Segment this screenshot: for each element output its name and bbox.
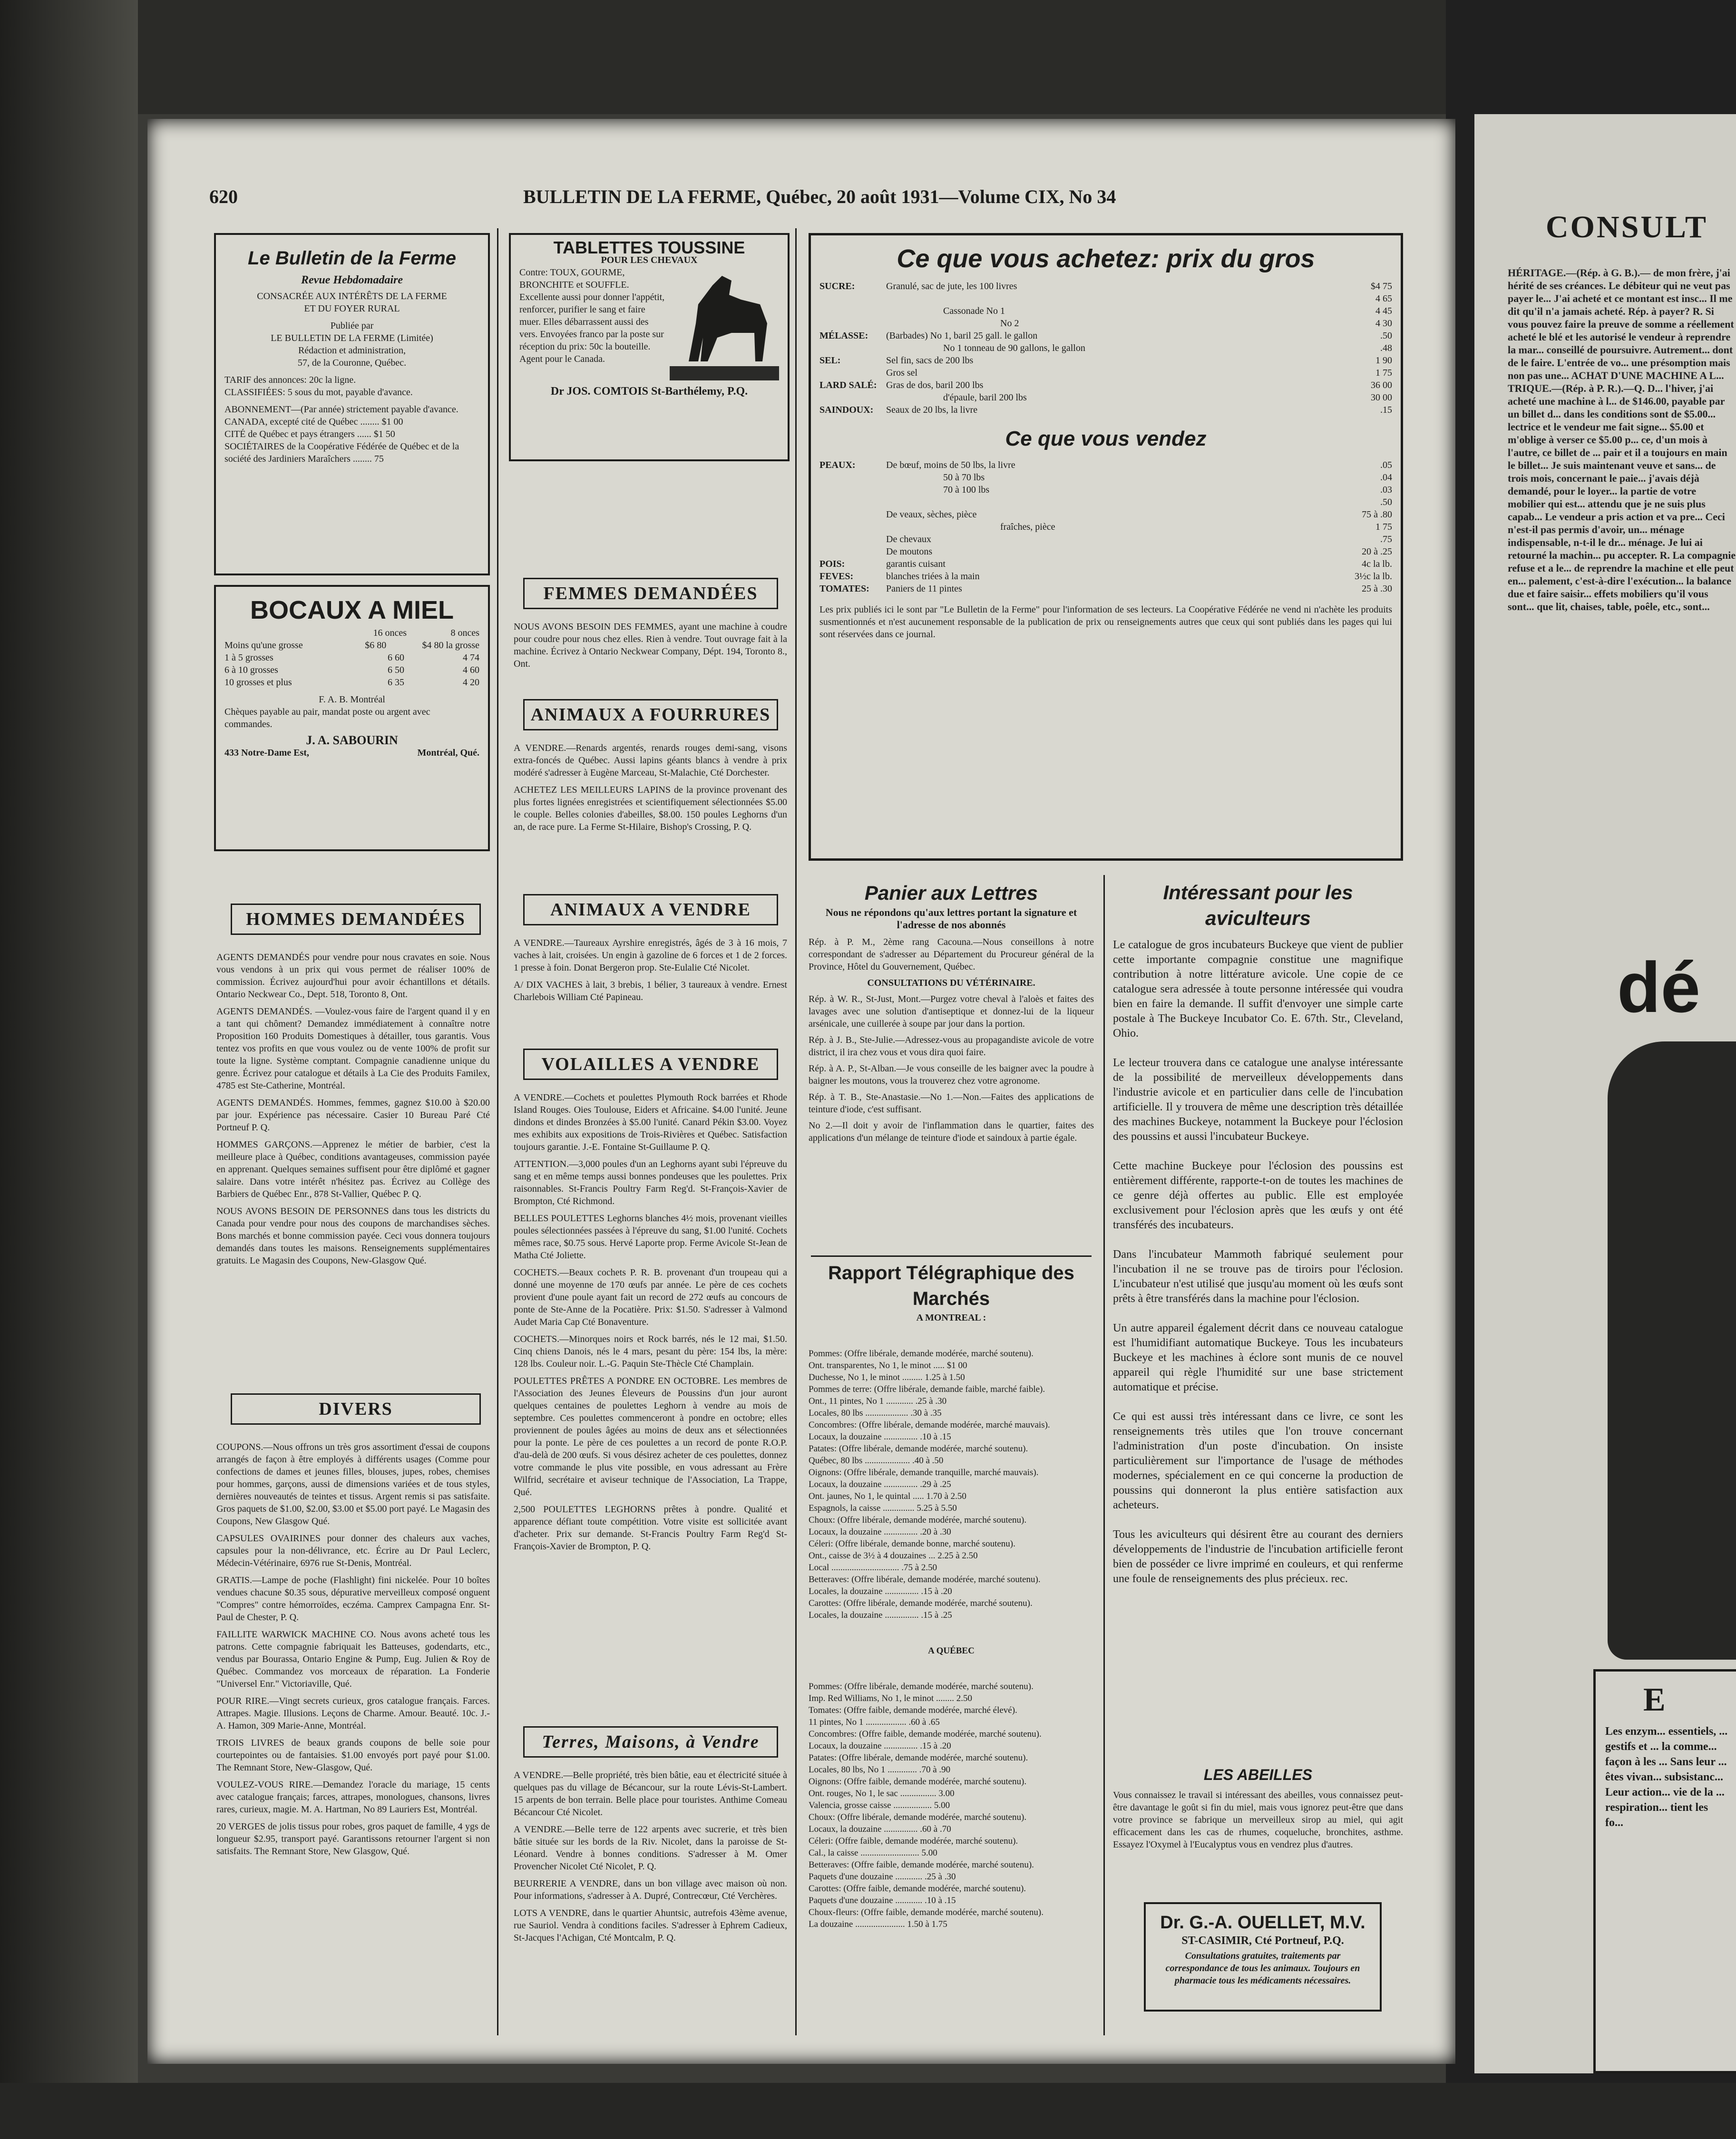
masthead-line: ABONNEMENT—(Par année) strictement payable d'avance. [224,404,458,415]
masthead-line: Rédaction et administration, [298,345,406,356]
market-line: Paquets d'une douzaine ............ .25 à .30 [809,1872,956,1882]
adjacent-page [1474,114,1736,2073]
divers-ads [216,1441,490,1862]
market-line: Locales, la douzaine ............... .15 à .20 [809,1586,952,1596]
market-line: Céleri: (Offre faible, demande modérée, marché soutenu). [809,1836,1018,1846]
toussine-body: Contre: TOUX, GOURME, BRONCHITE et SOUFFLE. Excellente aussi pour donner l'appétit, renforcer, purifier le sang et faire muer. Elles débarrassent aussi des vers. Envoyées franco par la poste sur réception du prix: 50c la bouteille. Agent pour le Canada. [519,267,665,364]
market-line: Concombres: (Offre faible, demande modérée, marché soutenu). [809,1729,1042,1739]
market-line: Choux-fleurs: (Offre faible, demande modérée, marché soutenu). [809,1907,1044,1917]
market-line: Québec, 80 lbs .................... .40 à .50 [809,1456,944,1466]
terres-ads [514,1769,787,1944]
market-line: Locaux, la douzaine ............... .60 à .70 [809,1824,951,1834]
masthead-line: CANADA, excepté cité de Québec ........ $1 00 [224,417,403,427]
section-heading-terres: Terres, Maisons, à Vendre [523,1726,778,1758]
market-line: Ont. rouges, No 1, le sac ................ 3.00 [809,1789,955,1799]
hommes-ads [216,951,490,1272]
page-number: 620 [209,186,238,207]
section-rule [811,1255,1092,1257]
market-line: Choux: (Offre libérale, demande modérée, marché soutenu). [809,1515,1027,1525]
toussine-subtitle: POUR LES CHEVAUX [601,255,698,265]
price-row: SEL: Sel fin, sacs de 200 lbs 1 90 [819,355,1392,366]
market-line: Locaux, la douzaine ............... .29 à .25 [809,1479,951,1489]
aviculteurs-title: Intéressant pour les aviculteurs [1163,881,1353,929]
scan-border-left [0,0,138,2139]
bocaux-address: 433 Notre-Dame Est, [224,748,309,758]
adjacent-text: HÉRITAGE.—(Rép. à G. B.).— de mon frère, j'ai hérité de ses créances. Le débiteur qui ne veut pas payer le... J'ai acheté et ce montant est insc... Il me dit qu'il n'a jamais acheté. Rép. à payer? R. Si vous pouvez faire la preuve de somme a réellement acheté le blé et les autorisé le vendeur à reprendre la mar... conseillé de poursuivre. Autrement... dont de le faire. L'entrée de vo... une présomption mais non pas une... ACHAT D'UNE MACHINE A L... TRIQUE.—(Rép. à P. R.).—Q. D... l'hiver, j'ai acheté une machine à l... de $146.00, payable par un billet d... dans les conditions sont de $5.00... lectrice et le vendeur me fait signe... $5.00 et m'oblige à verser ce $5.00 p... ce, d'un mois à l'autre, ce billet de ... pair et il a toujours en main le billet... Je suis maintenant veuve et sans... de trois mois, concernant le paie... j'avais déjà demandé, pour le loyer... la partie de votre mobilier qui est... attendu que je ne suis plus capab... Le vendeur a pris action et va pre... Ceci n'est-il pas permis d'avoir, un... ménage indispensable, n-t-il le dr... ménage. Je lui ai retourné la machin... pu accepter. R. La compagnie refuse et a le... de reprendre la machine et elle peut en... palement, c'est-à-dire l'exécution... la balance due et faire saisir... effets mobiliers qu'il vous sont... que lit, chaises, table, poêle, etc., sont... [1508,267,1736,613]
masthead-line: LE BULLETIN DE LA FERME (Limitée) [271,333,433,343]
market-line: Pommes: (Offre libérale, demande modérée, marché soutenu). [809,1349,1034,1359]
classified-ad: FAILLITE WARWICK MACHINE CO. Nous avons acheté tous les patrons. Cette compagnie fabriquait les Batteuses, godendarts, etc., vendus par Bourassa, Ontario Engine & Pump, Eug. Julien & Roy de Québec. Commandez vos morceaux de réparation. La Fonderie "Universel Enr." Victoriaville, Qué. [216,1629,490,1689]
market-line: Imp. Red Williams, No 1, le minot ........ 2.50 [809,1693,973,1703]
market-line: Paquets d'une douzaine ............ .10 à .15 [809,1896,956,1906]
classified-ad: COUPONS.—Nous offrons un très gros assortiment d'essai de coupons arrangés de façon à être employés à différents usages (Comme pour confections de dames et jeunes filles, blouses, jupes, robes, chemises pour hommes, garçons, aussi de dimensions variées et de tous styles, dernières nouveautés de teintes et tissus. Argent remis si pas satisfaite. Gros paquets de $1.00, $2.00, $3.00 et $5.00 port payé. Le Magasin des Coupons, New Glasgow Qué. [216,1442,490,1526]
classified-ad: CAPSULES OVAIRINES pour donner des chaleurs aux vaches, capsules pour la non-délivrance, etc. Écrire au Dr Paul Leclerc, Médecin-Vétérinaire, 6976 rue St-Denis, Montréal. [216,1533,490,1568]
adjacent-ad-box [1593,1669,1736,2073]
rapport-section [809,1260,1094,1954]
market-line: Pommes de terre: (Offre libérale, demande faible, marché faible). [809,1384,1045,1394]
market-line: Espagnols, la caisse .............. 5.25 à 5.50 [809,1503,957,1513]
masthead-line: 57, de la Couronne, Québec. [297,358,407,368]
market-line: Tomates: (Offre faible, demande modérée, marché élevé). [809,1705,1017,1715]
section-heading-femmes: FEMMES DEMANDÉES [523,578,778,609]
market-line: Carottes: (Offre faible, demande modérée, marché soutenu). [809,1884,1026,1894]
classified-ad: VOULEZ-VOUS RIRE.—Demandez l'oracle du mariage, 15 cents avec catalogue français; farces, attrapes, monologues, chansons, livres rares, curieux, magie. M. A. Hartman, No 89 Lauriers Est, Montréal. [216,1779,490,1815]
market-line: Oignons: (Offre faible, demande modérée, marché soutenu). [809,1777,1027,1787]
market-line: Pommes: (Offre libérale, demande modérée, marché soutenu). [809,1682,1034,1692]
price-row: De veaux, sèches, pièce 75 à .80 [886,509,1392,520]
bocaux-row: 10 grosses et plus 6 35 4 20 [224,677,479,688]
letter-reply: Rép. à J. B., Ste-Julie.—Adressez-vous au propagandiste avicole de votre district, il ira chez vous et vous dira quoi faire. [809,1035,1094,1058]
market-line: Choux: (Offre libérale, demande modérée, marché soutenu). [809,1812,1027,1822]
bocaux-note: Chèques payable au pair, mandat poste ou argent avec commandes. [224,707,430,729]
market-line: Ont., caisse de 3½ à 4 douzaines ... 2.25 à 2.50 [809,1551,978,1561]
masthead-line: Publiée par [330,321,374,331]
masthead-name: Le Bulletin de la Ferme [248,248,456,269]
market-line: 11 pintes, No 1 .................. .60 à .65 [809,1717,940,1727]
prices-note: Les prix publiés ici le sont par "Le Bulletin de la Ferme" pour l'information de ses lecteurs. La Coopérative Fédérée ne vend ni n'achète les produits susmentionnés et n'est aucunement responsable de la publication de prix ou renseignements autres que ceux qui sont publiés dans les pages qui lui sont réservées dans ce journal. [819,604,1392,640]
price-row: Cassonade No 1 4 45 [943,306,1392,316]
classified-ad: NOUS AVONS BESOIN DE PERSONNES dans tous les districts du Canada pour vendre pour nous des coupons de marchandises sèches. Bons marchés et bonne commission payée. Ceci vous donnera toujours demandés dans toutes les maisons. Renseignements supplémentaires gratuits. Le Magasin des Coupons, New-Glasgow Qué. [216,1206,490,1266]
panier-section [809,880,1094,1144]
adjacent-ad-letter: E [1643,1682,1666,1718]
toussine-title: TABLETTES TOUSSINE [553,238,745,257]
classified-ad: BEURRERIE A VENDRE, dans un bon village avec maison où non. Pour informations, s'adresser à A. Dupré, Contrecœur, Cté Verchères. [514,1878,787,1901]
ouellet-name: Dr. G.-A. OUELLET, M.V. [1160,1913,1365,1933]
masthead-line: CONSACRÉE AUX INTÉRÊTS DE LA FERME [257,291,447,301]
adjacent-portrait [1608,1041,1736,1660]
masthead-line: CLASSIFIÉES: 5 sous du mot, payable d'avance. [224,387,413,398]
adjacent-ad-text: Les enzym... essentiels, ... gestifs et ... la comme... façon à les ... Sans leur ... êtes vivan... subsistanc... Leur action... vie de la ... respiration... tient les fo... [1605,1725,1728,1829]
bocaux-row: 16 onces 8 onces [373,628,479,638]
bocaux-row: 1 à 5 grosses 6 60 4 74 [224,652,479,663]
price-row: 4 65 [1375,293,1392,304]
masthead-line: CITÉ de Québec et pays étrangers ...... $1 50 [224,429,395,439]
section-heading-fourrures: ANIMAUX A FOURRURES [523,699,778,730]
price-row: 70 à 100 lbs .03 [943,485,1392,495]
classified-ad: AGENTS DEMANDÉS pour vendre pour nous cravates en soie. Nous vous vendons à un prix qui vous permet de réaliser 100% de commission. Écrivez aujourd'hui pour avoir échantillons et détails. Ontario Neckwear Co., Dept. 518, Toronto 8, Ont. [216,952,490,1000]
page-header [209,185,1446,214]
market-line: Cal., la caisse .......................... 5.00 [809,1848,937,1858]
classified-ad: A VENDRE.—Belle propriété, très bien bâtie, eau et électricité située à quelques pas du village de Bécancour, sur la route Lévis-St-Lambert. 15 arpents de bon terrain. Belle place pour touristes. Anthime Comeau Bécancour Cté Nicolet. [514,1770,787,1818]
market-line: Betteraves: (Offre libérale, demande modérée, marché soutenu). [809,1575,1041,1585]
column-rule [1103,875,1105,2035]
rapport-quebec: A QUÉBEC [928,1646,975,1656]
price-row: De moutons 20 à .25 [886,546,1392,557]
bocaux-row: 6 à 10 grosses 6 50 4 60 [224,665,479,675]
classified-ad: AGENTS DEMANDÉS. Hommes, femmes, gagnez $10.00 à $20.00 par jour. Expérience pas nécessaire. Casier 10 Bureau Paré Cté Portneuf P. Q. [216,1098,490,1133]
abeilles-title: LES ABEILLES [1203,1766,1313,1783]
section-heading-hommes: HOMMES DEMANDÉES [231,904,481,935]
price-row: POIS: garantis cuisant 4c la lb. [819,559,1392,569]
letter-reply: Rép. à T. B., Ste-Anastasie.—No 1.—Non.—Faites des applications de teinture d'iode, c'est suffisant. [809,1092,1094,1115]
market-line: Locales, 80 lbs ................... .30 à .35 [809,1408,942,1418]
price-row: fraîches, pièce 1 75 [1000,522,1392,532]
vendez-title: Ce que vous vendez [1005,427,1207,450]
classified-ad: COCHETS.—Beaux cochets P. R. B. provenant d'un troupeau qui a donné une moyenne de 170 œufs par année. Le père de ces cochets provient d'une poule ayant fait un record de 272 œufs au concours de ponte de Ste-Anne de la Pocatière. Prix: $1.50. S'adresser à Valmond Audet Maria Cap Cté Bonaventure. [514,1267,787,1327]
price-row: MÉLASSE: (Barbades) No 1, baril 25 gall. le gallon .50 [819,331,1392,341]
classified-ad: TROIS LIVRES de beaux grands coupons de belle soie pour courtepointes ou de fantaisies. $1.00 envoyés port payé pour $1.00. The Remnant Store, New-Glasgow, Qué. [216,1738,490,1773]
classified-ad: A VENDRE.—Belle terre de 122 arpents avec sucrerie, et très bien bâtie située sur les bords de la Riv. Nicolet, dans la paroisse de St-Léonard. Vendre à bonnes conditions. S'adresser à M. Omer Provencher Nicolet Cté Nicolet, P. Q. [514,1824,787,1872]
rapport-title: Rapport Télégraphique des Marchés [828,1263,1074,1309]
market-line: Locaux, la douzaine ............... .10 à .15 [809,1432,951,1442]
classified-ad: NOUS AVONS BESOIN DES FEMMES, ayant une machine à coudre pour coudre pour nous chez elles. Rien à vendre. Tout ouvrage fait à la machine. Écrivez à Ontario Neckwear Company, Dépt. 194, Toronto 8., Ont. [514,622,787,669]
prices-box [809,233,1403,861]
price-row: LARD SALÉ: Gras de dos, baril 200 lbs 36 00 [819,380,1392,390]
rapport-montreal: A MONTREAL : [916,1313,986,1323]
classified-ad: 2,500 POULETTES LEGHORNS prêtes à pondre. Qualité et apparence défiant toute compétition. Votre visite est sollicitée avant d'acheter. Prix sur demande. St-Francis Poultry Farm Reg'd St-François-Xavier de Brompton, P. Q. [514,1504,787,1552]
masthead-line: SOCIÉTAIRES de la Coopérative Fédérée de Québec et de la société des Jardiniers Maraîchers ........ 75 [224,441,459,464]
price-row: No 2 4 30 [1000,318,1392,329]
price-row: FEVES: blanches triées à la main 3½c la lb. [819,571,1392,582]
market-line: Concombres: (Offre libérale, demande modérée, marché mauvais). [809,1420,1050,1430]
letter-reply: Rép. à P. M., 2ème rang Cacouna.—Nous conseillons à notre correspondant de s'adresser au Département du Procureur général de la Province, Hôtel du Gouvernement, Québec. [809,937,1094,972]
classified-ad: ATTENTION.—3,000 poules d'un an Leghorns ayant subi l'épreuve du sang et en même temps aussi bonnes pondeuses que les poulettes. Prix raisonnables. St-Francis Poultry Farm Reg'd. St-François-Xavier de Brompton, Cté Richmond. [514,1159,787,1206]
letter-reply: Rép. à A. P., St-Alban.—Je vous conseille de les baigner avec la poudre à baigner les moutons, vous la trouverez chez votre agronome. [809,1063,1094,1086]
price-row: .50 [1380,497,1392,507]
classified-ad: ACHETEZ LES MEILLEURS LAPINS de la province provenant des plus fortes lignées enregistrées et scientifiquement sélectionnées $5.00 le couple. Belles colonies d'abeilles, $8.00. 150 poules Leghorns d'un an, de race pure. La Ferme St-Hilaire, Bishop's Crossing, P. Q. [514,785,787,832]
price-row: De chevaux .75 [886,534,1392,544]
market-line: Carottes: (Offre libérale, demande modérée, marché soutenu). [809,1598,1033,1608]
market-line: Oignons: (Offre libérale, demande tranquille, marché mauvais). [809,1468,1039,1478]
price-row: 50 à 70 lbs .04 [943,472,1392,483]
masthead-box [214,233,490,575]
aviculteurs-section [1113,880,1403,1586]
classified-ad: A VENDRE.—Taureaux Ayrshire enregistrés, âgés de 3 à 16 mois, 7 vaches à lait, croisées. Un engin à gazoline de 6 forces et 1 de 2 forces. 1 presse à foin. Donat Bergeron prop. Ste-Eulalie Cté Nicolet. [514,938,787,973]
section-heading-animaux: ANIMAUX A VENDRE [523,894,778,925]
market-line: Locales, 80 lbs, No 1 ............. .70 à .90 [809,1765,951,1775]
price-row: d'épaule, baril 200 lbs 30 00 [943,392,1392,403]
classified-ad: A VENDRE.—Renards argentés, renards rouges demi-sang, visons extra-foncés de Québec. Aussi lapins géants blancs à vendre à prix modéré s'adresser à Eugène Marceau, St-Malachie, Cté Dorchester. [514,743,787,778]
market-line: Patates: (Offre libérale, demande modérée, marché soutenu). [809,1753,1028,1763]
classified-ad: 20 VERGES de jolis tissus pour robes, gros paquet de famille, 4 ygs de longueur $2.95, transport payé. Garantissons retourner l'argent si non satisfaits. The Remnant Store, New Glasgow, Qué. [216,1821,490,1857]
price-row: No 1 tonneau de 90 gallons, le gallon .48 [943,343,1392,353]
horse-illustration [670,266,779,385]
classified-ad: LOTS A VENDRE, dans le quartier Ahuntsic, autrefois 43ème avenue, rue Sauriol. Vendra à conditions faciles. S'adresser à Ephrem Cadieux, St-Jacques l'Achigan, Cté Montcalm, P. Q. [514,1908,787,1943]
market-line: Duchesse, No 1, le minot ......... 1.25 à 1.50 [809,1372,965,1382]
prices-title: Ce que vous achetez: prix du gros [897,244,1315,273]
femmes-ads [514,621,787,670]
classified-ad: GRATIS.—Lampe de poche (Flashlight) fini nickelée. Pour 10 boîtes vendues chacune $0.35 sous, dépurative merveilleux composé onguent "Compres" contre hémorroïdes, eczéma. Camprex Campagna Enr. St-Paul de Chester, P. Q. [216,1575,490,1623]
classified-ad: POULETTES PRÊTES A PONDRE EN OCTOBRE. Les membres de l'Association des Jeunes Éleveurs de Poussins d'un jour auront quelques centaines de poulettes Leghorn à vendre au mois de septembre. Ces poulettes commenceront à pondre en octobre; elles proviennent de poules âgées au moins de deux ans et sélectionnées pour la ponte. Le père de ces poulettes a un record de ponte R.O.P. d'au-delà de 200 œufs. Si vous désirez acheter de ces poulettes, donnez votre commande le plus vite possible, en vous adressant au Frère Wilfrid, secrétaire et aviseur technique de l'Association, La Trappe, Qué. [514,1376,787,1497]
price-row: SUCRE: Granulé, sac de jute, les 100 livres $4 75 [819,281,1392,292]
masthead-line: ET DU FOYER RURAL [304,303,400,314]
aviculteurs-body: Le catalogue de gros incubateurs Buckeye que vient de publier cette importante compagnie constitue une magnifique contribution à notre littérature avicole. Une copie de ce catalogue sera adressée à toute personne intéressée qui voudra bien en faire la demande. Il suffit d'envoyer une simple carte postale à The Buckeye Incubator Co. E. 67th. Str., Cleveland, Ohio. Le lecteur trouvera dans ce catalogue une analyse intéressante de la possibilité de merveilleux développements dans l'industrie avicole et en particulier dans celle de l'incubation artificielle. Il y trouvera de même une description très détaillée des machines Buckeye, notamment la Buckeye pour l'éclosion des poussins et aussi l'incubateur Buckeye. Cette machine Buckeye pour l'éclosion des poussins est entièrement différente, rapporte-t-on de toutes les machines de ce genre déjà offertes au public. Elle est employée exclusivement pour l'éclosion après que les œufs y ont été transférés des incubateurs. Dans l'incubateur Mammoth fabriqué seulement pour l'incubation il ne se trouve pas de tiroirs pour l'éclosion. L'incubateur n'est utilisé que jusqu'au moment où les œufs sont prêts à être transférés dans la machine pour l'éclosion. Un autre appareil également décrit dans ce nouveau catalogue est l'humidifiant automatique Buckeye. Tous les incubateurs Buckeye et les machines à éclore sont munis de ce nouvel appareil qui règle l'humidité sur une base strictement automatique et précise. Ce qui est aussi très intéressant dans ce livre, ce sont les renseignements très utiles que l'on trouve concernant l'administration d'un poste d'incubation. On insiste particulièrement sur l'importance de l'usage de méthodes modernes, spécialement en ce qui concerne la production de poussins qui donneront la plus entière satisfaction aux acheteurs. Tous les aviculteurs qui désirent être au courant des derniers développements de l'industrie de l'incubation artificielle feront bien de posséder ce livre imprimé en couleurs, et qui renferme une foule de renseignements des plus précieux. rec. [1113,939,1403,1585]
classified-ad: COCHETS.—Minorques noirs et Rock barrés, nés le 12 mai, $1.50. Cinq chiens Danois, nés le 4 mars, pesant du père: 154 lbs, la mère: 128 lbs. Couleur noir. L.-G. Paquin Ste-Thècle Cté Champlain. [514,1334,787,1369]
market-line: Valencia, grosse caisse ................. 5.00 [809,1800,950,1810]
column-rule [497,228,498,2035]
letter-reply: Rép. à W. R., St-Just, Mont.—Purgez votre cheval à l'aloès et faites des lavages avec une solution d'antiseptique et donnez-lui de la liqueur arsénicale, une cuillerée à soupe par jour dans la portion. [809,994,1094,1029]
toussine-ad [509,233,790,461]
bocaux-title: BOCAUX A MIEL [250,596,454,624]
classified-ad: A VENDRE.—Cochets et poulettes Plymouth Rock barrées et Rhode Island Rouges. Oies Toulouse, Eiders et Africaine. $4.00 l'unité. Jeune dindons et dindes Bronzées à $5.00 l'unité. Canard Pékin $3.00. Voyez mes exhibits aux expositions de Trois-Rivières et Québec. Satisfaction toujours garantie. J.-E. Fontaine St-Guillaume P. Q. [514,1092,787,1152]
market-line: Local .............................. .75 à 2.50 [809,1563,937,1573]
panier-intro: Nous ne répondons qu'aux lettres portant la signature et l'adresse de nos abonnés [825,906,1077,931]
market-line: La douzaine ...................... 1.50 à 1.75 [809,1919,947,1929]
price-row: TOMATES: Paniers de 11 pintes 25 à .30 [819,583,1392,594]
adjacent-big-word: dé [1617,947,1701,1027]
bocaux-row: Moins qu'une grosse $6 80 $4 80 la grosse [224,640,479,651]
price-row: PEAUX: De bœuf, moins de 50 lbs, la livre .05 [819,460,1392,470]
column-rule [795,228,797,2035]
adjacent-title: CONSULT [1546,210,1708,244]
market-line: Betteraves: (Offre faible, demande modérée, marché soutenu). [809,1860,1034,1870]
section-heading-volailles: VOLAILLES A VENDRE [523,1049,778,1080]
classified-ad: HOMMES GARÇONS.—Apprenez le métier de barbier, c'est la meilleure place à Québec, conditions avantageuses, commission payée en apprenant. Quelques semaines suffisent pour être diplômé et gagner salaire. Dans votre intérêt n'hésitez pas. Écrivez au Collège des Barbiers de Québec Enr., 878 St-Vallier, Québec P. Q. [216,1139,490,1199]
bocaux-city: Montréal, Qué. [417,748,479,758]
masthead-subtitle: Revue Hebdomadaire [301,274,403,286]
newspaper-page [147,119,1455,2064]
letter-reply: No 2.—Il doit y avoir de l'inflammation dans le quartier, faites des applications d'un mélange de teinture d'iode et saindoux à partie égale. [809,1120,1094,1143]
classified-ad: POUR RIRE.—Vingt secrets curieux, gros catalogue français. Farces. Attrapes. Magie. Illusions. Leçons de Charme. Amour. Beauté. 10c. J.-A. Hamon, 309 Marie-Anne, Montréal. [216,1696,490,1731]
ouellet-ad [1144,1902,1382,2012]
price-row: SAINDOUX: Seaux de 20 lbs, la livre .15 [819,405,1392,415]
market-line: Ont. jaunes, No 1, le quintal ..... 1.70 à 2.50 [809,1491,966,1501]
scan-border-bottom [0,2083,1736,2139]
masthead-line: TARIF des annonces: 20c la ligne. [224,375,356,385]
market-line: Céleri: (Offre libérale, demande bonne, marché soutenu). [809,1539,1015,1549]
classified-ad: BELLES POULETTES Leghorns blanches 4½ mois, provenant vieilles poules sélectionnées passées à l'épreuve du sang, $1.00 l'unité. Cochets mêmes race, $0.75 sous. Hervé Laporte prop. Ferme Avicole St-Jean de Matha Cté Joliette. [514,1213,787,1261]
bocaux-fob: F. A. B. Montréal [319,694,385,705]
abeilles-section [1113,1764,1403,1851]
market-line: Ont. transparentes, No 1, le minot ..... $1 00 [809,1361,967,1371]
page-title: BULLETIN DE LA FERME, Québec, 20 août 1931—Volume CIX, No 34 [523,186,1116,207]
panier-title: Panier aux Lettres [864,882,1038,904]
classified-ad: A/ DIX VACHES à lait, 3 brebis, 1 bélier, 3 taureaux à vendre. Ernest Charlebois William Cté Papineau. [514,980,787,1002]
bocaux-seller: J. A. SABOURIN [306,733,398,747]
section-heading-divers: DIVERS [231,1393,481,1425]
price-row: Gros sel 1 75 [886,368,1392,378]
letter-subheading: CONSULTATIONS DU VÉTÉRINAIRE. [867,978,1035,988]
market-line: Ont., 11 pintes, No 1 ............ .25 à .30 [809,1396,947,1406]
volailles-ads [514,1091,787,1553]
ouellet-text: Consultations gratuites, traitements par correspondance de tous les animaux. Toujours en pharmacie tous les médicaments nécessaires. [1165,1951,1360,1986]
market-line: Locaux, la douzaine ............... .20 à .30 [809,1527,951,1537]
market-line: Locaux, la douzaine ............... .15 à .20 [809,1741,951,1751]
toussine-agent: Dr JOS. COMTOIS St-Barthélemy, P.Q. [550,385,748,398]
fourrures-ads [514,742,787,833]
market-line: Patates: (Offre libérale, demande modérée, marché soutenu). [809,1444,1028,1454]
market-line: Locales, la douzaine ............... .15 à .25 [809,1610,952,1620]
abeilles-body: Vous connaissez le travail si intéressant des abeilles, vous connaissez peut-être davantage le goût si fin du miel, mais vous ignorez peut-être que dans votre province se fabrique un merveilleux sirop au miel, qui agit efficacement dans les cas de rhumes, coqueluche, bronchites, asthme. Essayez l'Oxymel à l'Eucalyptus vous en vendrez plus d'autres. [1113,1790,1403,1850]
classified-ad: AGENTS DEMANDÉS. —Voulez-vous faire de l'argent quand il y en a tant qui chôment? Demandez immédiatement à connaître notre Proposition 160 Produits Domestiques à détailler, tous garantis. Vous tentez vos profits en que vous voulez ou de vente 100% de profit sur toute la ligne. Système comptant. Compagnie canadienne unique du genre. Écrivez pour catalogue et détails à La Cie des Produits Familex, 4785 est Ste-Catherine, Montréal. [216,1006,490,1091]
animaux-ads [514,937,787,1003]
bocaux-ad [214,585,490,851]
ouellet-place: ST-CASIMIR, Cté Portneuf, P.Q. [1181,1935,1344,1947]
